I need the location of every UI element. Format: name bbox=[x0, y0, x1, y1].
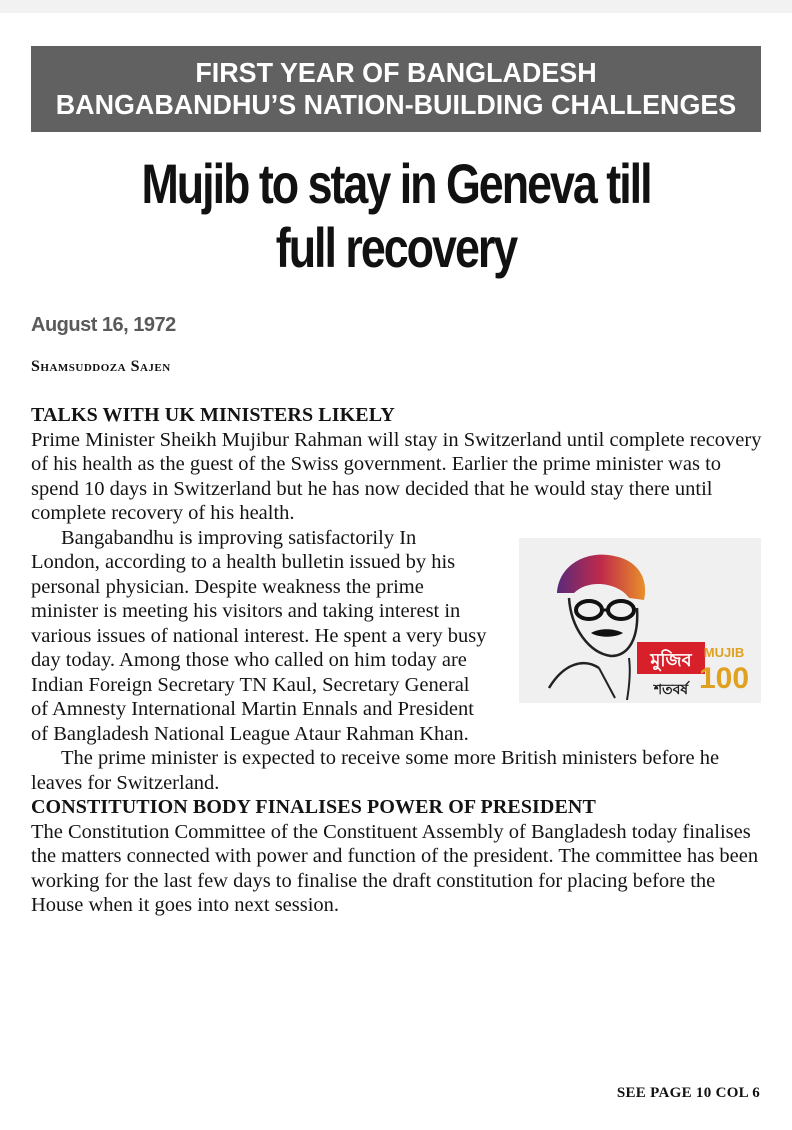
article-body bbox=[31, 403, 767, 918]
logo-latin-bottom: 100 bbox=[698, 661, 750, 695]
subhead-constitution: CONSTITUTION BODY FINALISES POWER OF PRESIDENT bbox=[31, 796, 596, 818]
paragraph-3: The prime minister is expected to receive some more British ministers before he leaves for Switzerland. bbox=[31, 747, 720, 794]
continuation-reference: SEE PAGE 10 COL 6 bbox=[616, 1085, 760, 1101]
logo-latin-top: MUJIB bbox=[703, 644, 745, 660]
portrait-illustration bbox=[519, 538, 761, 703]
paragraph-4: The Constitution Committee of the Constituent Assembly of Bangladesh today finalises the matters connected with power and function of the president. The committee has been working for the last few days to finalise the draft constitution for placing before the House when it goes into next session. bbox=[31, 820, 759, 916]
logo-bengali-top: মুজিব bbox=[650, 649, 692, 671]
headline-line-2: full recovery bbox=[275, 216, 517, 279]
dateline: August 16, 1972 bbox=[31, 314, 176, 336]
logo-bengali-bottom: শতবর্ষ bbox=[653, 681, 689, 698]
paragraph-1: Prime Minister Sheikh Mujibur Rahman will stay in Switzerland until complete recovery of his health as the guest of the Swiss government. Earlier the prime minister was to spend 10 days in Switzerland but he has now decided that he would stay there until complete recovery of his health. bbox=[31, 428, 762, 524]
headline-line-1: Mujib to stay in Geneva till bbox=[141, 152, 651, 215]
byline: Shamsuddoza Sajen bbox=[31, 358, 171, 375]
banner-line-2: BANGABANDHU’S NATION-BUILDING CHALLENGES bbox=[55, 89, 737, 120]
banner-line-1: FIRST YEAR OF BANGLADESH bbox=[195, 57, 597, 88]
series-banner bbox=[31, 46, 761, 132]
paragraph-2: Bangabandhu is improving satisfactorily In London, according to a health bulletin issued by his personal physician. Despite weakness the prime minister is meeting his visitors and taking interest in various issues of national interest. He spent a very busy day today. Among those who called on him today are Indian Foreign Secretary TN Kaul, Secretary General of Amnesty International Martin Ennals and President of Bangladesh National League Ataur Rahman Khan. bbox=[31, 526, 487, 745]
mujib-100-logo bbox=[519, 538, 761, 703]
subhead-talks: TALKS WITH UK MINISTERS LIKELY bbox=[31, 404, 395, 426]
headline bbox=[31, 152, 761, 280]
